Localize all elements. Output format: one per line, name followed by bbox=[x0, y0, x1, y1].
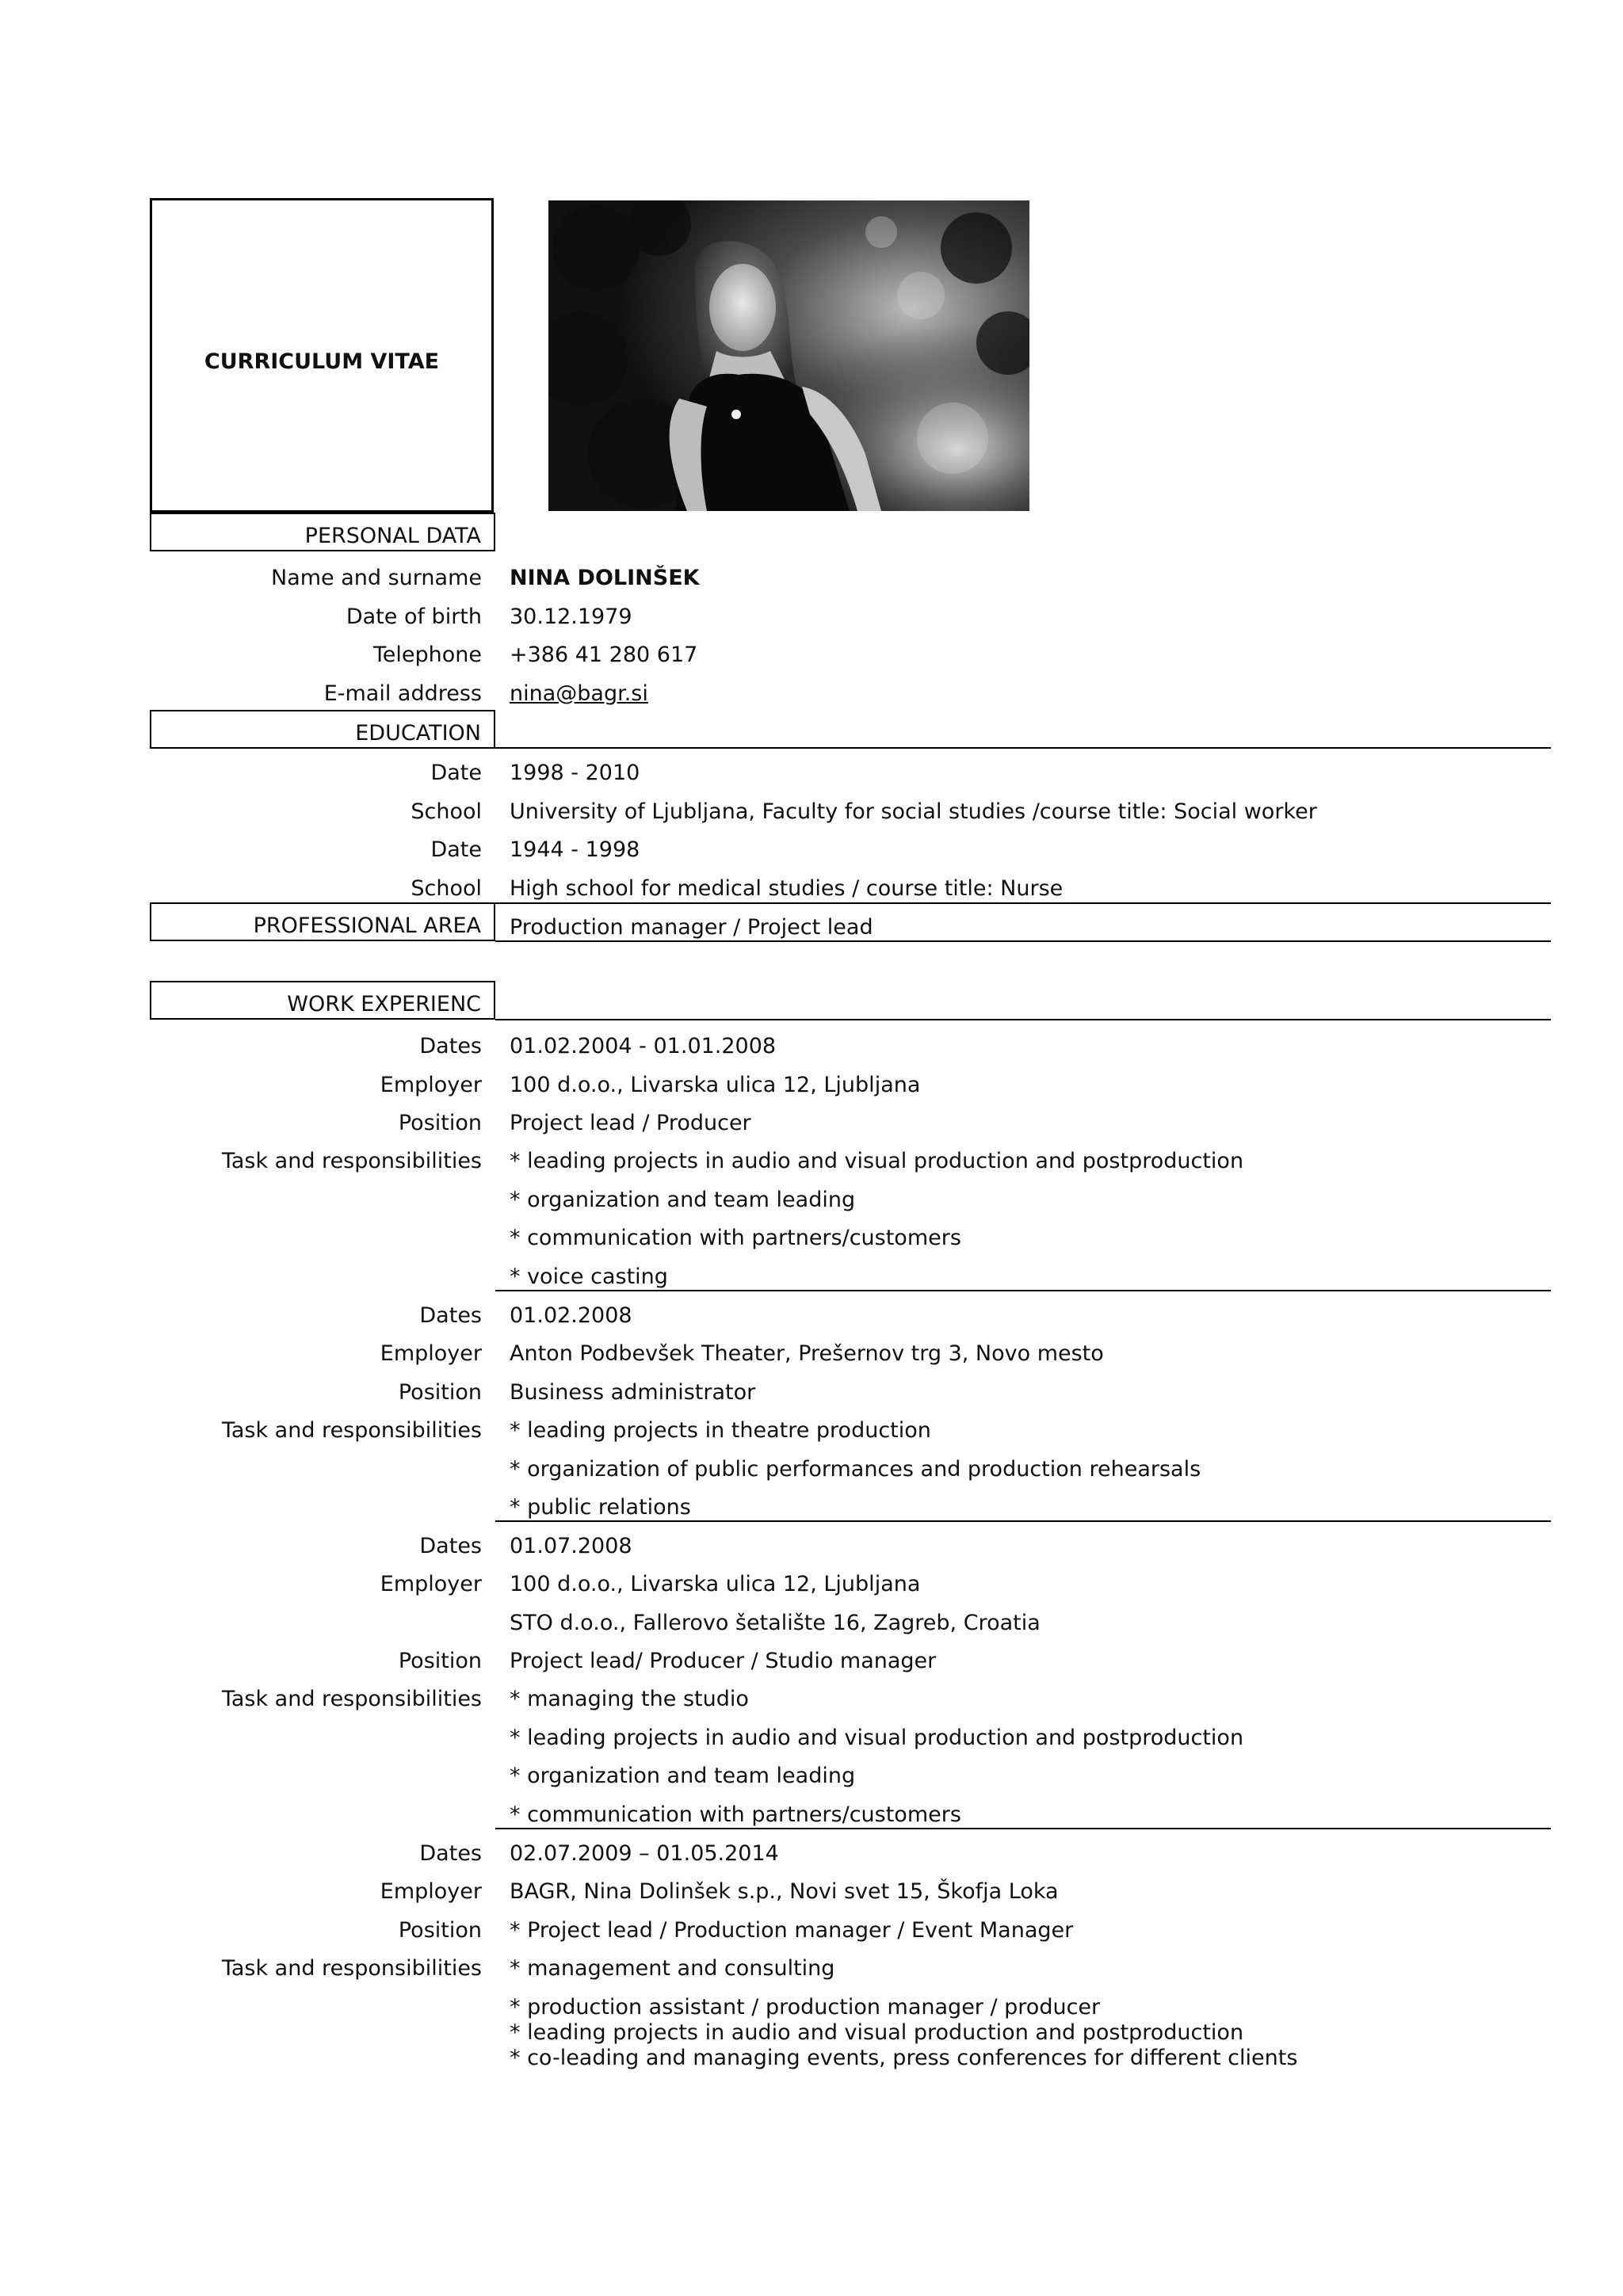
divider bbox=[495, 940, 1551, 942]
divider bbox=[495, 1520, 1551, 1522]
name-value: NINA DOLINŠEK bbox=[510, 566, 700, 590]
employer-label: Employer bbox=[380, 1073, 482, 1097]
profile-photo bbox=[548, 200, 1029, 511]
job-task: * production assistant / production manager / producer bbox=[510, 1995, 1101, 2019]
section-personal-data bbox=[150, 513, 495, 551]
position-label: Position bbox=[398, 1111, 482, 1135]
job-task: * organization and team leading bbox=[510, 1188, 856, 1212]
job-employer: 100 d.o.o., Livarska ulica 12, Ljubljana bbox=[510, 1073, 921, 1097]
divider bbox=[495, 902, 1551, 904]
email-label: E-mail address bbox=[323, 681, 482, 706]
title-box bbox=[150, 198, 494, 513]
email-link[interactable]: nina@bagr.si bbox=[510, 681, 648, 706]
job-task: * voice casting bbox=[510, 1264, 668, 1289]
section-education-label: EDUCATION bbox=[355, 721, 481, 746]
name-label: Name and surname bbox=[271, 566, 482, 590]
job-task: * public relations bbox=[510, 1495, 691, 1520]
job-employer: 100 d.o.o., Livarska ulica 12, Ljubljana bbox=[510, 1572, 921, 1596]
cv-title: CURRICULUM VITAE bbox=[204, 349, 440, 374]
job-task: * organization of public performances and production rehearsals bbox=[510, 1457, 1201, 1482]
divider bbox=[495, 747, 1551, 749]
job-position: Project lead/ Producer / Studio manager bbox=[510, 1649, 937, 1673]
job-dates: 01.02.2008 bbox=[510, 1303, 632, 1328]
job-dates: 02.07.2009 – 01.05.2014 bbox=[510, 1841, 779, 1866]
job-position: Project lead / Producer bbox=[510, 1111, 751, 1135]
phone-value: +386 41 280 617 bbox=[510, 643, 698, 667]
employer-label: Employer bbox=[380, 1879, 482, 1904]
divider bbox=[495, 1290, 1551, 1291]
job-task: * communication with partners/customers bbox=[510, 1226, 961, 1250]
section-professional-area-label: PROFESSIONAL AREA bbox=[253, 913, 481, 938]
position-label: Position bbox=[398, 1649, 482, 1673]
dob-value: 30.12.1979 bbox=[510, 605, 632, 629]
job-task: * leading projects in audio and visual production and postproduction bbox=[510, 2020, 1244, 2045]
professional-area-value: Production manager / Project lead bbox=[510, 915, 873, 940]
job-task: * managing the studio bbox=[510, 1687, 749, 1711]
education-label: Date bbox=[430, 837, 482, 862]
job-position: * Project lead / Production manager / Event Manager bbox=[510, 1918, 1074, 1943]
dates-label: Dates bbox=[419, 1841, 482, 1866]
section-work-experience bbox=[150, 981, 495, 1020]
job-employer: STO d.o.o., Fallerovo šetalište 16, Zagreb, Croatia bbox=[510, 1611, 1041, 1635]
position-label: Position bbox=[398, 1380, 482, 1405]
dates-label: Dates bbox=[419, 1303, 482, 1328]
job-employer: Anton Podbevšek Theater, Prešernov trg 3, Novo mesto bbox=[510, 1341, 1104, 1366]
job-task: * co-leading and managing events, press conferences for different clients bbox=[510, 2046, 1298, 2070]
divider bbox=[495, 1019, 1551, 1020]
education-value: University of Ljubljana, Faculty for social studies /course title: Social worker bbox=[510, 799, 1317, 824]
job-task: * management and consulting bbox=[510, 1956, 835, 1981]
dob-label: Date of birth bbox=[346, 605, 482, 629]
employer-label: Employer bbox=[380, 1341, 482, 1366]
employer-label: Employer bbox=[380, 1572, 482, 1596]
education-label: School bbox=[411, 876, 482, 901]
section-education bbox=[150, 710, 495, 749]
job-position: Business administrator bbox=[510, 1380, 756, 1405]
job-task: * communication with partners/customers bbox=[510, 1802, 961, 1827]
job-dates: 01.07.2008 bbox=[510, 1534, 632, 1558]
dates-label: Dates bbox=[419, 1534, 482, 1558]
phone-label: Telephone bbox=[372, 643, 482, 667]
job-dates: 01.02.2004 - 01.01.2008 bbox=[510, 1034, 777, 1058]
job-task: * leading projects in theatre production bbox=[510, 1418, 931, 1443]
divider bbox=[495, 1828, 1551, 1829]
education-value: 1998 - 2010 bbox=[510, 761, 640, 785]
education-label: School bbox=[411, 799, 482, 824]
section-professional-area bbox=[150, 902, 495, 941]
education-value: 1944 - 1998 bbox=[510, 837, 640, 862]
tasks-label: Task and responsibilities bbox=[221, 1149, 482, 1173]
section-work-experience-label: WORK EXPERIENC bbox=[287, 992, 481, 1016]
job-task: * leading projects in audio and visual production and postproduction bbox=[510, 1726, 1244, 1750]
education-value: High school for medical studies / course title: Nurse bbox=[510, 876, 1064, 901]
section-personal-data-label: PERSONAL DATA bbox=[304, 524, 481, 548]
tasks-label: Task and responsibilities bbox=[221, 1418, 482, 1443]
tasks-label: Task and responsibilities bbox=[221, 1956, 482, 1981]
position-label: Position bbox=[398, 1918, 482, 1943]
dates-label: Dates bbox=[419, 1034, 482, 1058]
job-task: * leading projects in audio and visual production and postproduction bbox=[510, 1149, 1244, 1173]
education-label: Date bbox=[430, 761, 482, 785]
job-task: * organization and team leading bbox=[510, 1764, 856, 1788]
job-employer: BAGR, Nina Dolinšek s.p., Novi svet 15, Škofja Loka bbox=[510, 1879, 1059, 1904]
tasks-label: Task and responsibilities bbox=[221, 1687, 482, 1711]
